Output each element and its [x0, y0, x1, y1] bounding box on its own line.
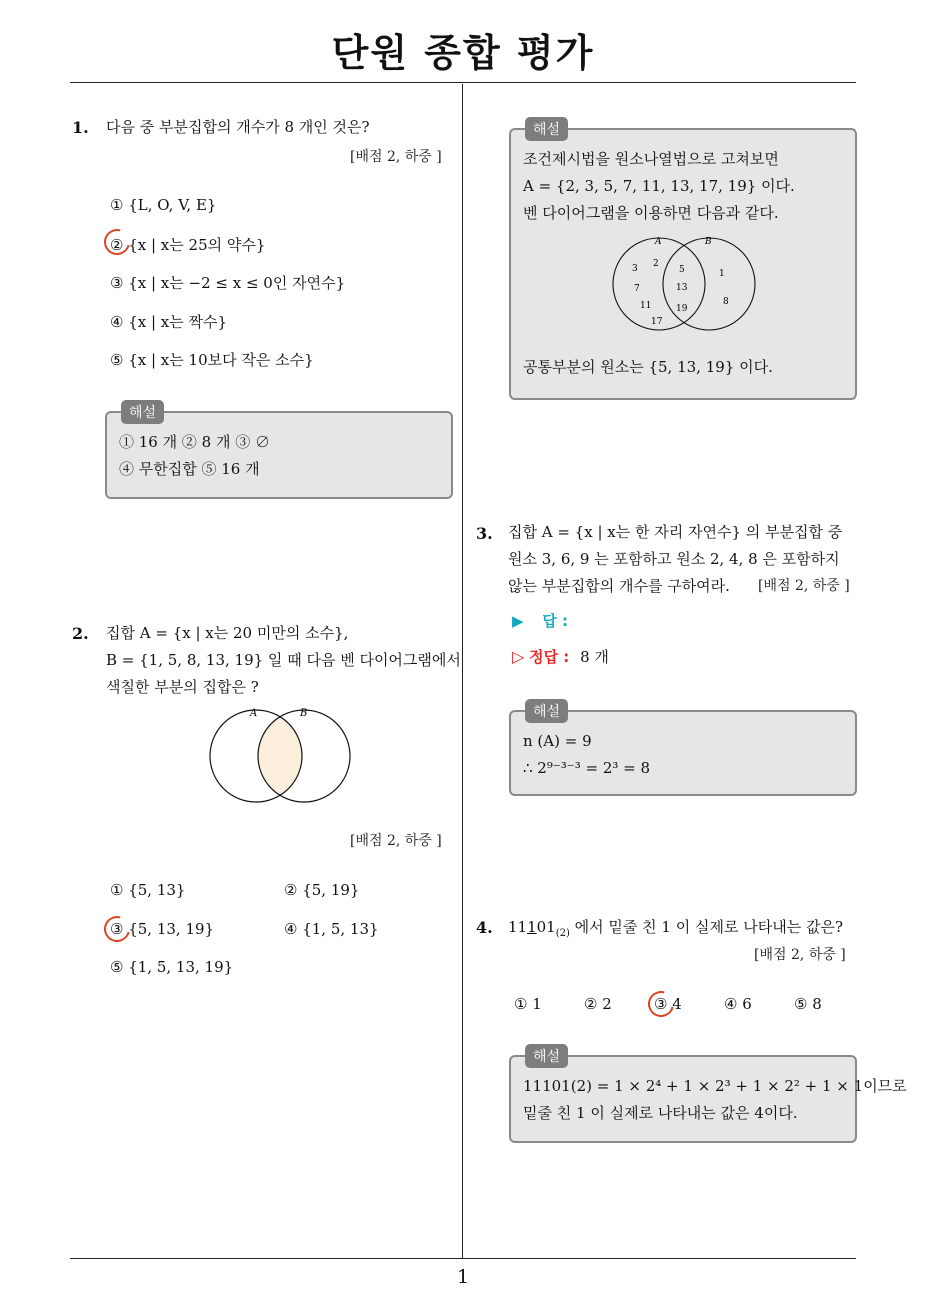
q3-number: 3. [476, 524, 493, 543]
q3-text-line-2: 원소 3, 6, 9 는 포함하고 원소 2, 4, 8 은 포함하지 [508, 550, 840, 568]
venn-element: 1 [719, 269, 725, 279]
venn-element: 13 [676, 283, 688, 293]
correct-value: 8 개 [580, 648, 609, 666]
q2-choice-4[interactable]: ④ {1, 5, 13} [284, 920, 379, 938]
solution-tag: 해설 [525, 1044, 568, 1068]
q4-solution-box [509, 1049, 907, 1143]
venn-element: 3 [632, 264, 638, 274]
q3-correct-row [512, 646, 609, 667]
q4-number: 4. [476, 918, 493, 937]
q1-solution-box [105, 405, 453, 499]
q1-meta: [배점 2, 하중 ] [350, 149, 442, 165]
q2-solution-line-1: 조건제시법을 원소나열법으로 고쳐보면 [523, 150, 779, 168]
venn-element: 19 [676, 304, 688, 314]
q3-solution-line-2: ∴ 2⁹⁻³⁻³ = 2³ = 8 [523, 759, 651, 777]
outline-triangle-icon: ▷ [512, 647, 525, 666]
venn-element: 17 [651, 317, 663, 327]
q4-meta: [배점 2, 하중 ] [754, 947, 846, 963]
q1-choice-5[interactable]: ⑤ {x | x는 10보다 작은 소수} [110, 351, 314, 369]
venn-label-a: A [250, 708, 258, 719]
q2-solution-line-3: 벤 다이어그램을 이용하면 다음과 같다. [523, 204, 779, 222]
q2-text-line-1: 집합 A = {x | x는 20 미만의 소수}, [106, 624, 349, 642]
q2-choice-2[interactable]: ② {5, 19} [284, 881, 360, 899]
q2-choice-1[interactable]: ① {5, 13} [110, 881, 186, 899]
q1-text: 다음 중 부분집합의 개수가 8 개인 것은? [106, 118, 370, 136]
q2-choice-5[interactable]: ⑤ {1, 5, 13, 19} [110, 958, 234, 976]
q1-choice-3[interactable]: ③ {x | x는 −2 ≤ x ≤ 0인 자연수} [110, 274, 346, 292]
q3-text-line-3: 않는 부분집합의 개수를 구하여라. [508, 577, 730, 595]
q2-choice-3[interactable]: ③ {5, 13, 19} [110, 920, 215, 938]
q1-number: 1. [72, 118, 89, 137]
venn-element: 11 [640, 301, 652, 311]
q2-text [106, 620, 461, 701]
q3-meta: [배점 2, 하중 ] [758, 578, 850, 594]
page-title: 단원 종합 평가 [331, 31, 595, 75]
venn-element: 8 [723, 297, 729, 307]
q4-choice-1[interactable]: ① 1 [514, 995, 542, 1013]
q1-choice-4[interactable]: ④ {x | x는 짝수} [110, 313, 228, 331]
q4-choice-5[interactable]: ⑤ 8 [794, 995, 822, 1013]
q1-solution-line-1: ① 16 개 ② 8 개 ③ ∅ [119, 433, 270, 451]
selected-answer-mark [99, 911, 135, 947]
q3-solution-line-1: n (A) = 9 [523, 732, 592, 750]
q4-underlined-digit: 1 [527, 918, 537, 936]
q4-solution-line-2: 밑줄 친 1 이 실제로 나타내는 값은 4이다. [523, 1104, 798, 1122]
top-rule [70, 82, 856, 83]
venn-element: 7 [634, 284, 640, 294]
q4-number-post: 01 [536, 918, 556, 936]
q1-solution-line-2: ④ 무한집합 ⑤ 16 개 [119, 460, 260, 478]
venn-label-b: B [300, 708, 308, 719]
q3-text-line-1: 집합 A = {x | x는 한 자리 자연수} 의 부분집합 중 [508, 523, 843, 541]
q3-answer-row [512, 610, 568, 631]
q4-choice-4[interactable]: ④ 6 [724, 995, 752, 1013]
q4-number-pre: 11 [508, 918, 528, 936]
q2-venn-diagram [200, 700, 360, 810]
q4-choice-2[interactable]: ② 2 [584, 995, 612, 1013]
q2-solution-venn [609, 234, 759, 334]
q4-text-rest: 에서 밑줄 친 1 이 실제로 나타내는 값은? [569, 918, 843, 936]
q2-number: 2. [72, 624, 89, 643]
q4-solution-line-1: 11101(2) = 1 × 2⁴ + 1 × 2³ + 1 × 2² + 1 × 1이므로 [523, 1077, 907, 1095]
selected-answer-mark [643, 986, 679, 1022]
solution-tag: 해설 [525, 117, 568, 141]
solution-tag: 해설 [121, 400, 164, 424]
q2-text-line-3: 색칠한 부분의 집합은 ? [106, 678, 259, 696]
q3-solution-box [509, 704, 857, 796]
solution-venn-label-a: A [655, 237, 662, 247]
bottom-rule [70, 1258, 856, 1259]
q1-choice-2[interactable]: ② {x | x는 25의 약수} [110, 236, 266, 254]
q4-base-subscript: (2) [555, 928, 570, 939]
answer-label: 답 : [542, 612, 569, 630]
column-divider [462, 84, 463, 1259]
solution-tag: 해설 [525, 699, 568, 723]
q2-solution-final: 공통부분의 원소는 {5, 13, 19} 이다. [523, 358, 773, 376]
q4-choice-3[interactable]: ③ 4 [654, 995, 682, 1013]
q2-solution-line-2: A = {2, 3, 5, 7, 11, 13, 17, 19} 이다. [523, 177, 795, 195]
venn-element: 5 [679, 265, 685, 275]
play-triangle-icon: ▶ [512, 612, 524, 630]
page-number: 1 [456, 1266, 470, 1288]
correct-label: 정답 : [529, 648, 570, 666]
q4-text [508, 914, 843, 947]
q2-solution-box [509, 122, 857, 400]
q2-meta: [배점 2, 하중 ] [350, 833, 442, 849]
q2-text-line-2: B = {1, 5, 8, 13, 19} 일 때 다음 벤 다이어그램에서 [106, 651, 461, 669]
solution-venn-label-b: B [705, 237, 712, 247]
venn-element: 2 [653, 259, 659, 269]
q1-choice-1[interactable]: ① {L, O, V, E} [110, 196, 217, 214]
